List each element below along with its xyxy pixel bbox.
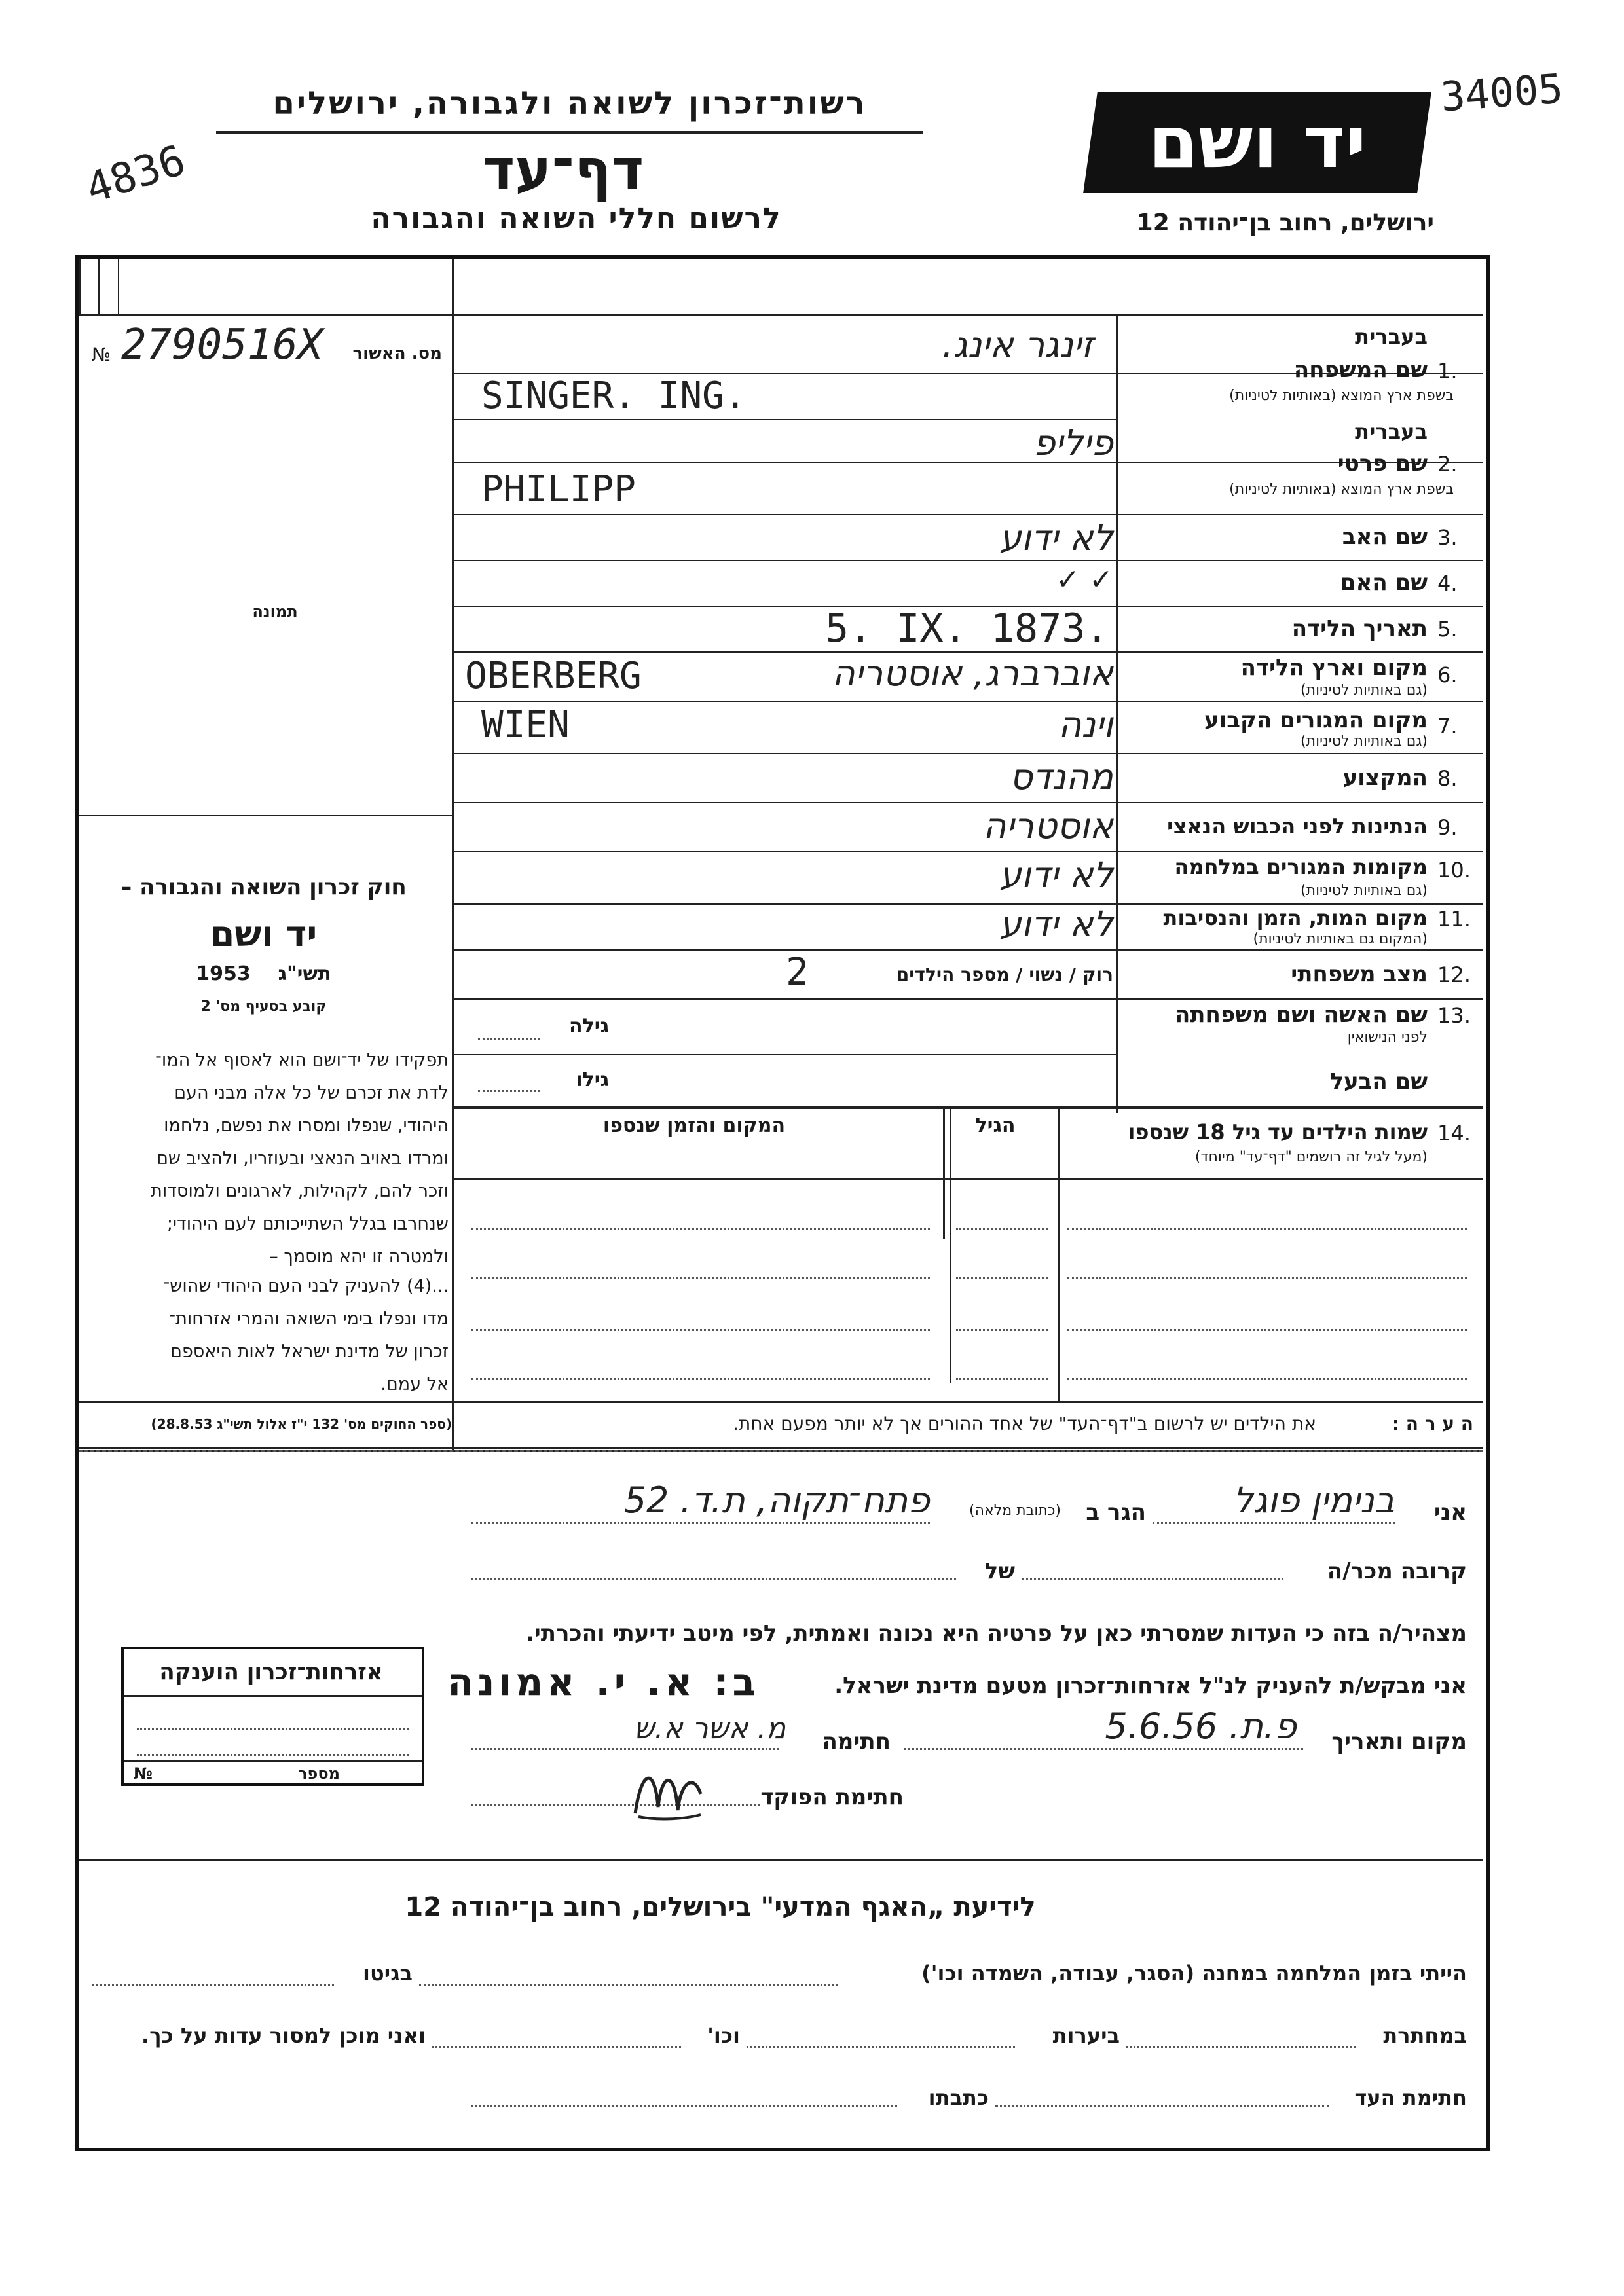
field-mother-name-value: ✓ ✓ xyxy=(1056,563,1113,596)
field-birth-place-value-latin: OBERBERG xyxy=(465,655,642,697)
handwritten-file-number: 4836 xyxy=(80,136,191,214)
children-label: שמות הילדים עד גיל 18 שנספו xyxy=(1128,1120,1428,1144)
approval-number-sign: № xyxy=(92,344,111,365)
signature-label: חתימה xyxy=(822,1728,891,1755)
photo-label: תמונה xyxy=(252,602,298,621)
officer-signature-label: חתימת הפוקד xyxy=(760,1784,904,1810)
field-father-name-label: שם האב xyxy=(1342,524,1428,550)
field-residence-value-latin: WIEN xyxy=(481,704,570,746)
field-wife-name-number: 13. xyxy=(1437,1003,1471,1028)
officer-stamp: ב: א. י. אמונה xyxy=(447,1660,760,1704)
field-residence-sub: (גם באותיות לטיניות) xyxy=(1301,733,1428,750)
note-text: את הילדים יש לרשום ב"דף־העד" של אחד ההורים אך לא יותר מפעם אחת. xyxy=(732,1413,1316,1434)
footer-ghetto-label: בגיטו xyxy=(363,1961,413,1986)
field-wife-name-sub: לפני הנישואין xyxy=(1347,1029,1428,1046)
approval-number-value: 2790516X xyxy=(121,321,323,369)
footer-underground-label: במחתרת xyxy=(1383,2023,1467,2048)
field-nationality-value: אוסטריה xyxy=(983,805,1113,847)
field-residence-label: מקום המגורים הקבוע xyxy=(1204,707,1428,733)
footer-witness-signature-label: חתימת העד xyxy=(1354,2085,1467,2110)
law-clause: קובע בסעיף מס' 2 xyxy=(200,998,327,1015)
declaration-name-value: בנימין פוגל xyxy=(1233,1480,1395,1521)
place-date-label: מקום ותאריך xyxy=(1331,1728,1467,1755)
field-husband-name-label: שם הבעל xyxy=(1330,1068,1428,1095)
field-husband-age-label: גילו xyxy=(576,1068,609,1091)
handwritten-record-number: 34005 xyxy=(1439,64,1564,121)
declaration-full-address-hint: (כתובת מלאה) xyxy=(969,1503,1061,1519)
law-text-2: ...(4) להעניק לבני העם היהודי שהוש־ מדו ונפלו בימי השואה והמרי אזרחות־ זכרון של מדינת ישראל לאות היאספם אל עמם. xyxy=(163,1276,449,1394)
field-birth-date-number: 5. xyxy=(1437,617,1458,642)
field-family-name-label: שם המשפחה xyxy=(1293,357,1428,383)
field-family-name-value-latin: SINGER. ING. xyxy=(481,374,747,417)
declaration-relation: קרובה מכר/ה xyxy=(1327,1558,1467,1584)
yad-vashem-logo xyxy=(1083,92,1431,193)
field-first-name-number: 2. xyxy=(1437,452,1458,477)
field-wartime-residence-number: 10. xyxy=(1437,858,1471,883)
field-birth-place-sub: (גם באותיות לטיניות) xyxy=(1301,682,1428,699)
footer-address-label: כתבתו xyxy=(928,2085,989,2110)
field-profession-number: 8. xyxy=(1437,766,1458,791)
logo-text: יד ושם xyxy=(1148,100,1367,184)
declaration-of: של xyxy=(984,1558,1015,1584)
citizenship-box xyxy=(121,1647,424,1786)
field-death-place-label: מקום המות, הזמן והנסיבות xyxy=(1163,905,1428,930)
note-title: ה ע ר ה : xyxy=(1392,1413,1473,1434)
citizenship-number-label: מספר xyxy=(298,1764,340,1783)
org-line: רשות־זכרון לשואה ולגבורה, ירושלים xyxy=(272,85,867,122)
field-first-name-value-hebrew: פיליפ xyxy=(1033,422,1113,464)
place-date-value: פ.ת. 5.6.56 xyxy=(1105,1705,1297,1747)
field-nationality-number: 9. xyxy=(1437,815,1458,840)
field-marital-status-label: מצב משפחתי xyxy=(1291,961,1428,987)
field-profession-value: מהנדס xyxy=(1009,756,1113,797)
footer-title: לידיעת „האגף המדעי" בירושלים, רחוב בן־יהודה 12 xyxy=(405,1892,1036,1922)
law-year: 1953 xyxy=(196,962,251,985)
field-marital-status-options: רוק / נשוי / מספר הילדים xyxy=(896,964,1113,985)
field-birth-place-label: מקום וארץ הלידה xyxy=(1240,655,1428,681)
field-residence-value-hebrew: וינה xyxy=(1058,704,1113,745)
law-name: יד ושם xyxy=(210,913,318,955)
footer-testimony-label: ואני מוכן למסור עדות על כך. xyxy=(141,2023,426,2048)
children-sub: (מעל לגיל זה רושמים "דף־עד" מיוחד) xyxy=(1194,1149,1428,1165)
declaration-resides: הגר ב xyxy=(1086,1499,1146,1525)
field-wartime-residence-sub: (גם באותיות לטיניות) xyxy=(1301,883,1428,899)
declaration-statement: מצהיר/ה בזה כי העדות שמסרתי כאן על פרטיה היא נכונה ואמתית, לפי מיטב ידיעתי והכרתי. xyxy=(525,1620,1467,1647)
field-family-name-sub: בשפת ארץ המוצא (באותיות לטיניות) xyxy=(1229,388,1454,404)
field-father-name-value: לא ידוע xyxy=(999,517,1113,558)
field-marital-status-number: 12. xyxy=(1437,962,1471,987)
law-title: חוק זכרון השואה והגבורה – xyxy=(120,874,407,900)
header-address: ירושלים, רחוב בן־יהודה 12 xyxy=(1136,210,1434,236)
children-age-column-header: הגיל xyxy=(975,1114,1016,1137)
field-death-place-sub: (המקום גם באותיות לטיניות) xyxy=(1253,931,1428,947)
law-footnote: (ספר החוקים מס' 132 י"ז אלול תשי"ג 28.8.53) xyxy=(151,1416,452,1432)
field-first-name-label: שם פרטי xyxy=(1337,450,1428,477)
children-place-column-header: המקום והזמן שנספו xyxy=(602,1114,786,1137)
field-family-name-number: 1. xyxy=(1437,359,1458,384)
field-wartime-residence-label: מקומות המגורים במלחמה xyxy=(1174,854,1428,879)
law-text-1: תפקידו של יד־ושם הוא לאסוף אל המו־ לדת את זכרם של כל אלה מבני העם היהודי, שנפלו ומסרו את נפשם, נלחמו ומרדו באויב הנאצי ובעוזריו, ולהציב שם וזכר להם, לקהילות, לארגונים ולמוסדות שנחרבו בגלל השתייכותם לעם היהודי; ולמטרה זו יהא מוסמך – xyxy=(151,1050,449,1267)
citizenship-number-sign: № xyxy=(134,1764,153,1783)
field-nationality-label: הנתינות לפני הכבוש הנאצי xyxy=(1167,814,1428,839)
field-family-name-hebrew-tag: בעברית xyxy=(1355,324,1428,349)
citizenship-box-title: אזרחות־זכרון הוענקה xyxy=(159,1659,383,1685)
officer-signature-scribble xyxy=(629,1755,707,1827)
field-birth-place-value-hebrew: אוברברג, אוסטריה xyxy=(832,653,1113,694)
form-title: דף־עד xyxy=(482,137,644,202)
declaration-request: אני מבקש/ת להעניק לנ"ל אזרחות־זכרון מטעם מדינת ישראל. xyxy=(834,1673,1467,1699)
field-first-name-hebrew-tag: בעברית xyxy=(1355,419,1428,444)
field-death-place-value: לא ידוע xyxy=(999,903,1113,945)
law-year-hebrew: תשי"ג xyxy=(278,962,331,985)
field-father-name-number: 3. xyxy=(1437,525,1458,550)
field-birth-date-value: 5. IX. 1873. xyxy=(825,606,1109,651)
form-subtitle: לרשום חללי השואה והגבורה xyxy=(371,202,782,235)
field-wife-name-label: שם האשה ושם משפחתה xyxy=(1174,1002,1428,1028)
field-wartime-residence-value: לא ידוע xyxy=(999,854,1113,896)
field-first-name-sub: בשפת ארץ המוצא (באותיות לטיניות) xyxy=(1229,481,1454,498)
field-birth-date-label: תאריך הלידה xyxy=(1291,615,1428,642)
signature-value: מ. אשר א.ש xyxy=(634,1712,786,1745)
footer-forests-label: ביערות xyxy=(1052,2023,1120,2048)
field-mother-name-number: 4. xyxy=(1437,571,1458,596)
declaration-address-value: פתח־תקוה, ת.ד. 52 xyxy=(623,1480,930,1521)
footer-camp-label: הייתי בזמן המלחמה במחנה (הסגר, עבודה, השמדה וכו') xyxy=(921,1961,1467,1986)
field-first-name-value-latin: PHILIPP xyxy=(481,468,637,511)
children-number: 14. xyxy=(1437,1121,1471,1146)
approval-number-label: מס. האשור xyxy=(352,344,442,363)
footer-etc-label: וכו' xyxy=(707,2023,740,2048)
field-wife-age-label: גילה xyxy=(569,1015,609,1038)
field-family-name-value-hebrew: זינגר אינג. xyxy=(942,324,1094,365)
field-mother-name-label: שם האם xyxy=(1340,570,1428,596)
field-residence-number: 7. xyxy=(1437,714,1458,738)
declaration-i: אני xyxy=(1433,1499,1467,1525)
field-profession-label: המקצוע xyxy=(1342,765,1428,791)
field-birth-place-number: 6. xyxy=(1437,663,1458,687)
field-marital-status-children-count: 2 xyxy=(786,949,809,994)
field-death-place-number: 11. xyxy=(1437,907,1471,932)
